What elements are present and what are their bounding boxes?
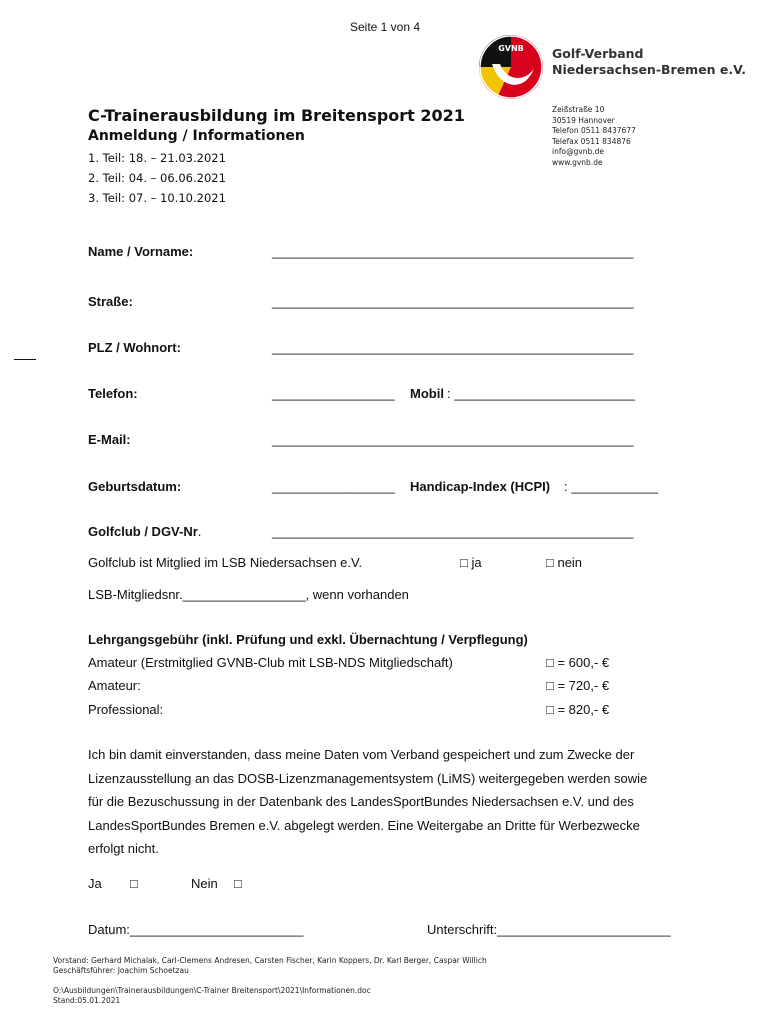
footer-board-members: Vorstand: Gerhard Michalak, Carl-Clemens Andresen, Carsten Fischer, Karin Koppers, Dr. Karl Berger, Caspar Willich — [53, 956, 487, 965]
footer-stand: Stand:05.01.2021 — [53, 996, 121, 1005]
footer-manager: Geschäftsführer: Joachim Schoetzau — [53, 966, 189, 975]
fee-label-amateur-first: Amateur (Erstmitglied GVNB-Club mit LSB-NDS Mitgliedschaft) — [88, 655, 453, 670]
name-label: Name / Vorname: — [88, 244, 194, 259]
phone-label: Telefon: — [88, 386, 138, 401]
name-field[interactable]: __________________________________________________ — [272, 244, 634, 259]
mobile-field[interactable]: : _________________________ — [447, 386, 635, 401]
date-field[interactable]: Datum:________________________ — [88, 922, 304, 937]
phone-field[interactable]: _________________ — [272, 386, 395, 401]
consent-ja-checkbox[interactable]: □ — [130, 876, 138, 891]
birthdate-label: Geburtsdatum: — [88, 479, 182, 494]
consent-line-5: erfolgt nicht. — [88, 841, 159, 856]
footer-board — [53, 956, 487, 976]
page-title: C-Trainerausbildung im Breitensport 2021 — [88, 106, 465, 125]
margin-mark — [14, 359, 36, 360]
club-field[interactable]: __________________________________________________ — [272, 524, 634, 539]
fees-heading: Lehrgangsgebühr (inkl. Prüfung und exkl. Übernachtung / Verpflegung) — [88, 632, 528, 647]
org-name-line1: Golf-Verband — [552, 46, 644, 61]
signature-field[interactable]: Unterschrift:________________________ — [427, 922, 671, 937]
logo-text: GVNB — [498, 44, 524, 53]
mobile-label: Mobil — [410, 386, 444, 401]
fee-checkbox-600[interactable]: □ = 600,- € — [546, 655, 610, 670]
address-city: 30519 Hannover — [552, 115, 615, 125]
course-part-3: 3. Teil: 07. – 10.10.2021 — [88, 191, 226, 205]
lsb-no-checkbox[interactable]: □ nein — [546, 555, 583, 570]
footer-document-info — [53, 986, 371, 1006]
page-subtitle: Anmeldung / Informationen — [88, 128, 305, 144]
address-street: Zeißstraße 10 — [552, 105, 605, 114]
lsb-yes-checkbox[interactable]: □ ja — [460, 555, 482, 570]
address-block — [552, 105, 636, 169]
address-web: www.gvnb.de — [552, 157, 603, 167]
consent-nein-label: Nein — [191, 876, 218, 891]
street-field[interactable]: __________________________________________________ — [272, 294, 634, 309]
lsb-number-field[interactable]: LSB-Mitgliedsnr._________________, wenn vorhanden — [88, 587, 409, 602]
address-phone: Telefon 0511 8437677 — [552, 126, 636, 136]
city-label: PLZ / Wohnort: — [88, 340, 181, 355]
club-label-dot: . — [197, 524, 202, 539]
hcpi-label: Handicap-Index (HCPI) — [410, 479, 551, 494]
course-part-1: 1. Teil: 18. – 21.03.2021 — [88, 151, 226, 165]
gvnb-logo — [478, 34, 544, 100]
consent-ja-label: Ja — [88, 876, 102, 891]
course-part-2: 2. Teil: 04. – 06.06.2021 — [88, 171, 226, 185]
club-label: Golfclub / DGV-Nr — [88, 524, 198, 539]
consent-line-3: für die Bezuschussung in der Datenbank des LandesSportBundes Niedersachsen e.V. und des — [88, 794, 634, 809]
consent-line-1: Ich bin damit einverstanden, dass meine Daten vom Verband gespeichert und zum Zwecke der — [88, 747, 635, 762]
city-field[interactable]: __________________________________________________ — [272, 340, 634, 355]
hcpi-field[interactable]: : ____________ — [564, 479, 658, 494]
fee-checkbox-720[interactable]: □ = 720,- € — [546, 678, 610, 693]
org-name-line2: Niedersachsen-Bremen e.V. — [552, 62, 746, 77]
email-field[interactable]: __________________________________________________ — [272, 432, 634, 447]
fee-label-professional: Professional: — [88, 702, 164, 717]
fee-checkbox-820[interactable]: □ = 820,- € — [546, 702, 610, 717]
consent-paragraph — [88, 743, 728, 861]
consent-line-4: LandesSportBundes Bremen e.V. abgelegt werden. Eine Weitergabe an Dritte für Werbezwecke — [88, 817, 640, 833]
address-fax: Telefax 0511 834876 — [552, 136, 631, 146]
footer-path: O:\Ausbildungen\Trainerausbildungen\C-Trainer Breitensport\2021\Informationen.doc — [53, 986, 371, 995]
consent-line-2: Lizenzausstellung an das DOSB-Lizenzmanagementsystem (LiMS) weitergegeben werden sowie — [88, 770, 648, 786]
address-email: info@gvnb.de — [552, 147, 605, 157]
consent-nein-checkbox[interactable]: □ — [234, 876, 242, 891]
street-label: Straße: — [88, 294, 133, 309]
email-label: E-Mail: — [88, 432, 131, 447]
organization-name — [552, 46, 746, 78]
fee-label-amateur: Amateur: — [88, 678, 141, 693]
birthdate-field[interactable]: _________________ — [272, 479, 395, 494]
lsb-question: Golfclub ist Mitglied im LSB Niedersachsen e.V. — [88, 555, 363, 570]
club-label-group — [88, 524, 201, 539]
page-number: Seite 1 von 4 — [349, 20, 421, 34]
